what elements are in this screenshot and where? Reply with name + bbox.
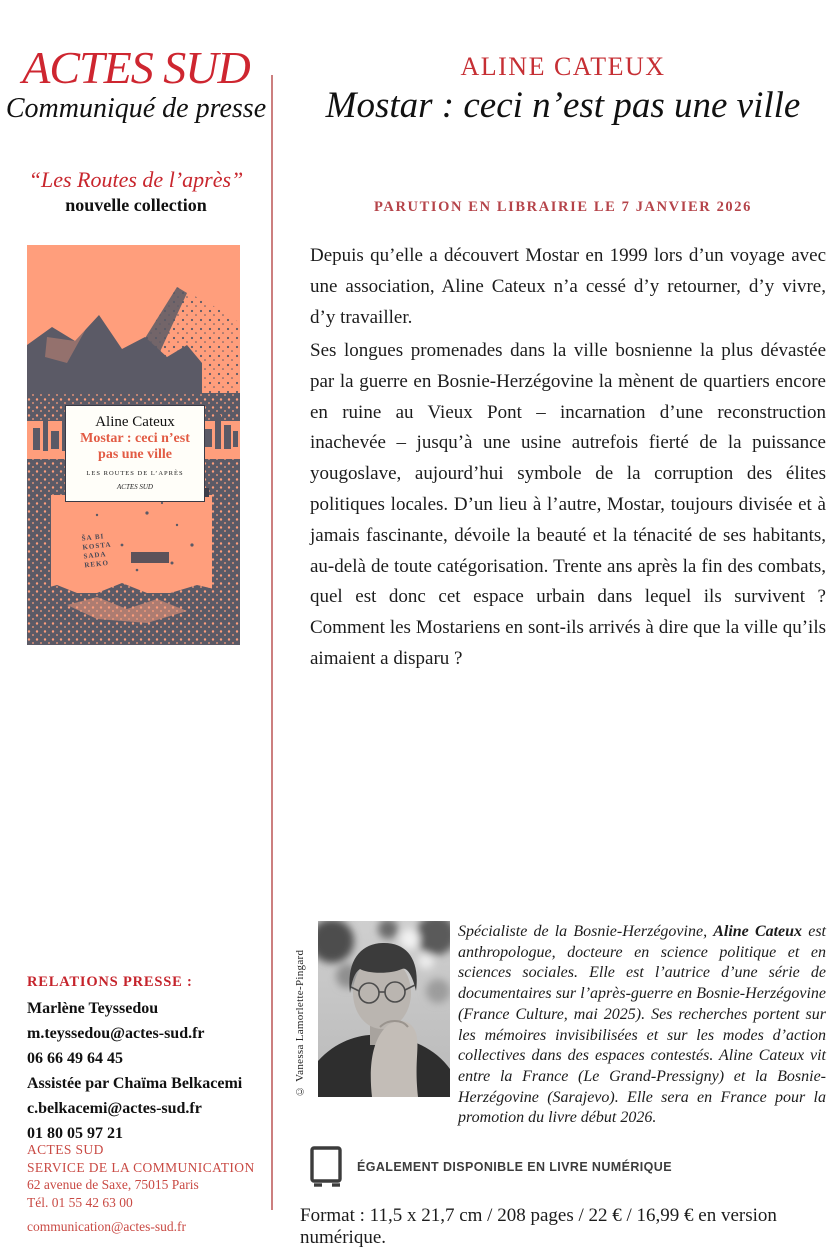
publisher-footer — [27, 1141, 262, 1236]
cover-title-label — [65, 405, 205, 502]
press-assistant-name: Assistée par Chaïma Belkacemi — [27, 1075, 243, 1092]
publisher-brand — [0, 44, 272, 126]
photo-credit: © Vanessa Lamorlette-Pingard — [294, 949, 306, 1097]
ebook-availability-label: ÉGALEMENT DISPONIBLE EN LIVRE NUMÉRIQUE — [357, 1160, 672, 1174]
collection-block — [0, 167, 272, 217]
press-contacts-heading: RELATIONS PRESSE : — [27, 974, 193, 990]
press-contact-phone: 06 66 49 64 45 — [27, 1050, 123, 1067]
author-bio-bold-name: Aline Cateux — [713, 923, 803, 940]
press-contact-name: Marlène Teyssedou — [27, 1000, 159, 1017]
header-author-name: ALINE CATEUX — [460, 52, 666, 81]
cover-graffiti: ŠA BI KOSTA SADA REKO — [81, 532, 112, 570]
footer-email[interactable]: communication@actes-sud.fr — [27, 1219, 187, 1234]
header-book-title: Mostar : ceci n’est pas une ville — [325, 85, 801, 126]
collection-name: “Les Routes de l’après” — [28, 167, 244, 192]
ebook-availability — [310, 1145, 830, 1189]
press-assistant-email[interactable]: c.belkacemi@actes-sud.fr — [27, 1100, 202, 1117]
press-contacts — [27, 974, 262, 1146]
cover-publisher-name: ACTES SUD — [117, 483, 153, 491]
body-paragraph-2: Ses longues promenades dans la ville bosnienne la plus dévastée par la guerre en Bosnie-Herzégovine la mènent de quartiers encore en ruine au Vieux Pont – incarnation d’une reconstruction inachevée – jusqu’à une usine autrefois fierté de la puissance yougoslave, aujourd’hui symbole de la corruption des élites politiques locales. D’un lieu à l’autre, Mostar, toujours divisée et à jamais fascinante, dévoile la beauté et la ténacité de ses habitants, au-delà de toute catégorisation. Trente ans après la fin des combats, quel est donc cet espace urbain dans lequel ils survivent ? Comment les Mostariens en sont-ils arrivés à dire que la ville qu’ils aimaient a disparu ? — [310, 340, 826, 669]
release-date-line: PARUTION EN LIBRAIRIE LE 7 JANVIER 2026 — [374, 199, 752, 215]
cover-collection-name: LES ROUTES DE L’APRÈS — [86, 470, 184, 477]
document-type: Communiqué de presse — [5, 93, 267, 124]
body-paragraph-1: Depuis qu’elle a découvert Mostar en 1999 lors d’un voyage avec une association, Aline Cateux n’a cessé d’y retourner, d’y vivre, d’y travailler. — [310, 245, 826, 328]
footer-service: SERVICE DE LA COMMUNICATION — [27, 1159, 255, 1175]
press-contact-email[interactable]: m.teyssedou@actes-sud.fr — [27, 1025, 205, 1042]
collection-subtitle: nouvelle collection — [65, 195, 207, 215]
author-bio-text: Spécialiste de la Bosnie-Herzégovine, Aline Cateux est anthropologue, docteure en science politique et en sciences sociales. Elle est l’autrice d’une série de documentaires sur l’après-guerre en Bosnie-Herzégovine (France Culture, mai 2025). Ses recherches portent sur les mémoires invisibilisées et sur les modes d’action collectives dans des espaces contestés. Aline Cateux vit entre la France (Le Grand-Pressigny) et la Bosnie-Herzégovine (Sarajevo). Elle sera en France pour la promotion du livre début 2026. — [458, 923, 826, 1127]
footer-phone: Tél. 01 55 42 63 00 — [27, 1194, 133, 1210]
format-specs-line: Format : 11,5 x 21,7 cm / 208 pages / 22 € / 16,99 € en version numérique. — [300, 1205, 777, 1248]
footer-address: 62 avenue de Saxe, 75015 Paris — [27, 1177, 199, 1192]
author-photo — [318, 921, 450, 1097]
publisher-logo: ACTES SUD — [22, 42, 250, 93]
book-cover — [27, 245, 240, 645]
vertical-divider — [271, 75, 273, 1210]
ereader-icon — [310, 1146, 344, 1188]
cover-author-name: Aline Cateux — [95, 414, 175, 430]
footer-publisher: ACTES SUD — [27, 1142, 104, 1157]
cover-book-title: Mostar : ceci n’est pas une ville — [80, 431, 190, 462]
press-assistant-phone: 01 80 05 97 21 — [27, 1125, 123, 1142]
